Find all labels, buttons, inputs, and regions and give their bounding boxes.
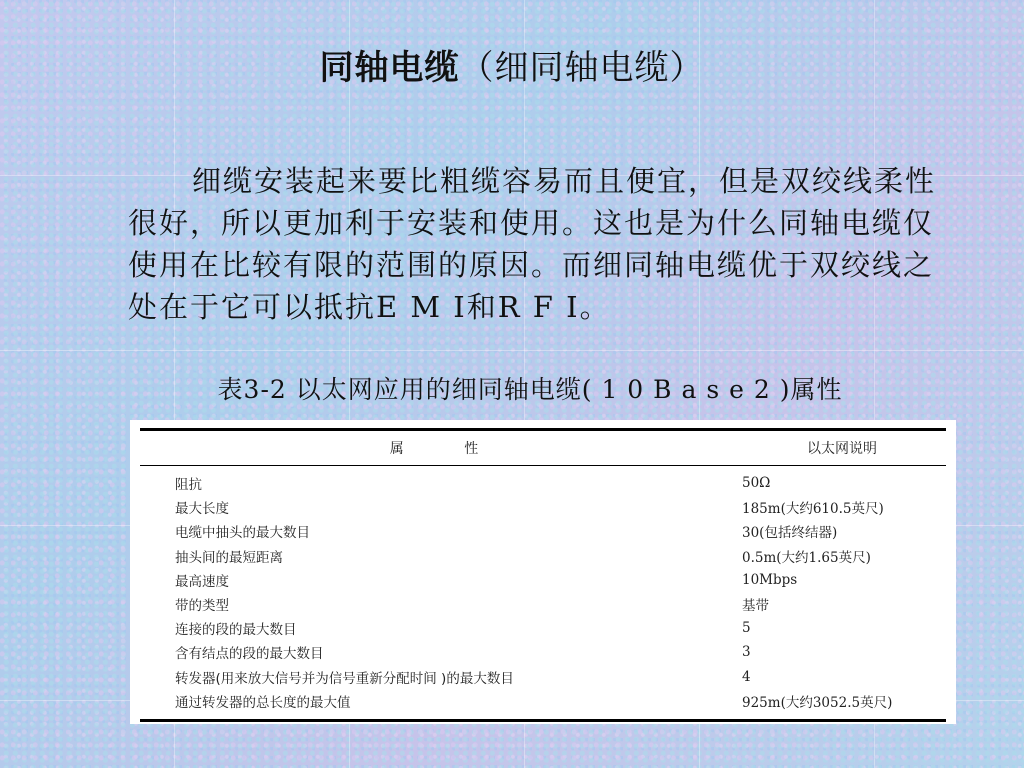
table-caption: 表3-2 以太网应用的细同轴电缆( 1 0 B a s e 2 )属性 <box>217 375 843 404</box>
table-cell-property: 带的类型 <box>175 598 229 615</box>
table-cell-value: 185m(大约610.5英尺) <box>742 501 884 518</box>
table-cell-property: 通过转发器的总长度的最大值 <box>175 694 351 711</box>
table-row <box>140 471 946 495</box>
table-cell-value: 基带 <box>742 598 769 615</box>
table-row <box>140 544 946 568</box>
table-row <box>140 665 946 689</box>
table-header-row <box>140 431 946 465</box>
table-cell-value: 10Mbps <box>742 571 798 588</box>
slide-title <box>0 40 1024 89</box>
table-row <box>140 616 946 640</box>
table-bottom-rule <box>140 719 946 722</box>
table-cell-value: 3 <box>742 644 751 661</box>
table-header-property: 属 性 <box>389 441 507 457</box>
table-cell-property: 转发器(用来放大信号并为信号重新分配时间 )的最大数目 <box>175 670 514 687</box>
table-cell-property: 最大长度 <box>175 501 229 518</box>
table-cell-property: 连接的段的最大数目 <box>175 622 297 639</box>
table-cell-property: 含有结点的段的最大数目 <box>175 646 324 663</box>
table-cell-value: 4 <box>742 668 751 685</box>
table-cell-property: 最高速度 <box>175 573 229 590</box>
table-cell-property: 抽头间的最短距离 <box>175 549 283 566</box>
table-row <box>140 640 946 664</box>
slide-title-sub: （细同轴电缆） <box>459 48 705 88</box>
table-cell-value: 5 <box>742 620 751 637</box>
table-cell-property: 阻抗 <box>175 477 202 494</box>
table-cell-value: 925m(大约3052.5英尺) <box>742 694 893 711</box>
table-row <box>140 568 946 592</box>
table-cell-property: 电缆中抽头的最大数目 <box>175 525 310 542</box>
table-cell-value: 50Ω <box>742 475 771 492</box>
table-header-ethernet-description: 以太网说明 <box>807 441 877 457</box>
table-row <box>140 689 946 713</box>
properties-table <box>140 428 946 722</box>
table-cell-value: 0.5m(大约1.65英尺) <box>742 549 871 566</box>
background-tile-line <box>0 350 1024 351</box>
table-cell-value: 30(包括终结器) <box>742 525 838 542</box>
table-row <box>140 592 946 616</box>
table-row <box>140 519 946 543</box>
table-body <box>140 466 946 719</box>
table-row <box>140 495 946 519</box>
body-paragraph: 细缆安装起来要比粗缆容易而且便宜，但是双绞线柔性很好，所以更加利于安装和使用。这也是为什么同轴电缆仅使用在比较有限的范围的原因。而细同轴电缆优于双绞线之处在于它可以抵抗E M I和R F I。 <box>128 164 937 324</box>
properties-table-image <box>130 420 956 724</box>
slide-title-main: 同轴电缆 <box>319 48 460 88</box>
